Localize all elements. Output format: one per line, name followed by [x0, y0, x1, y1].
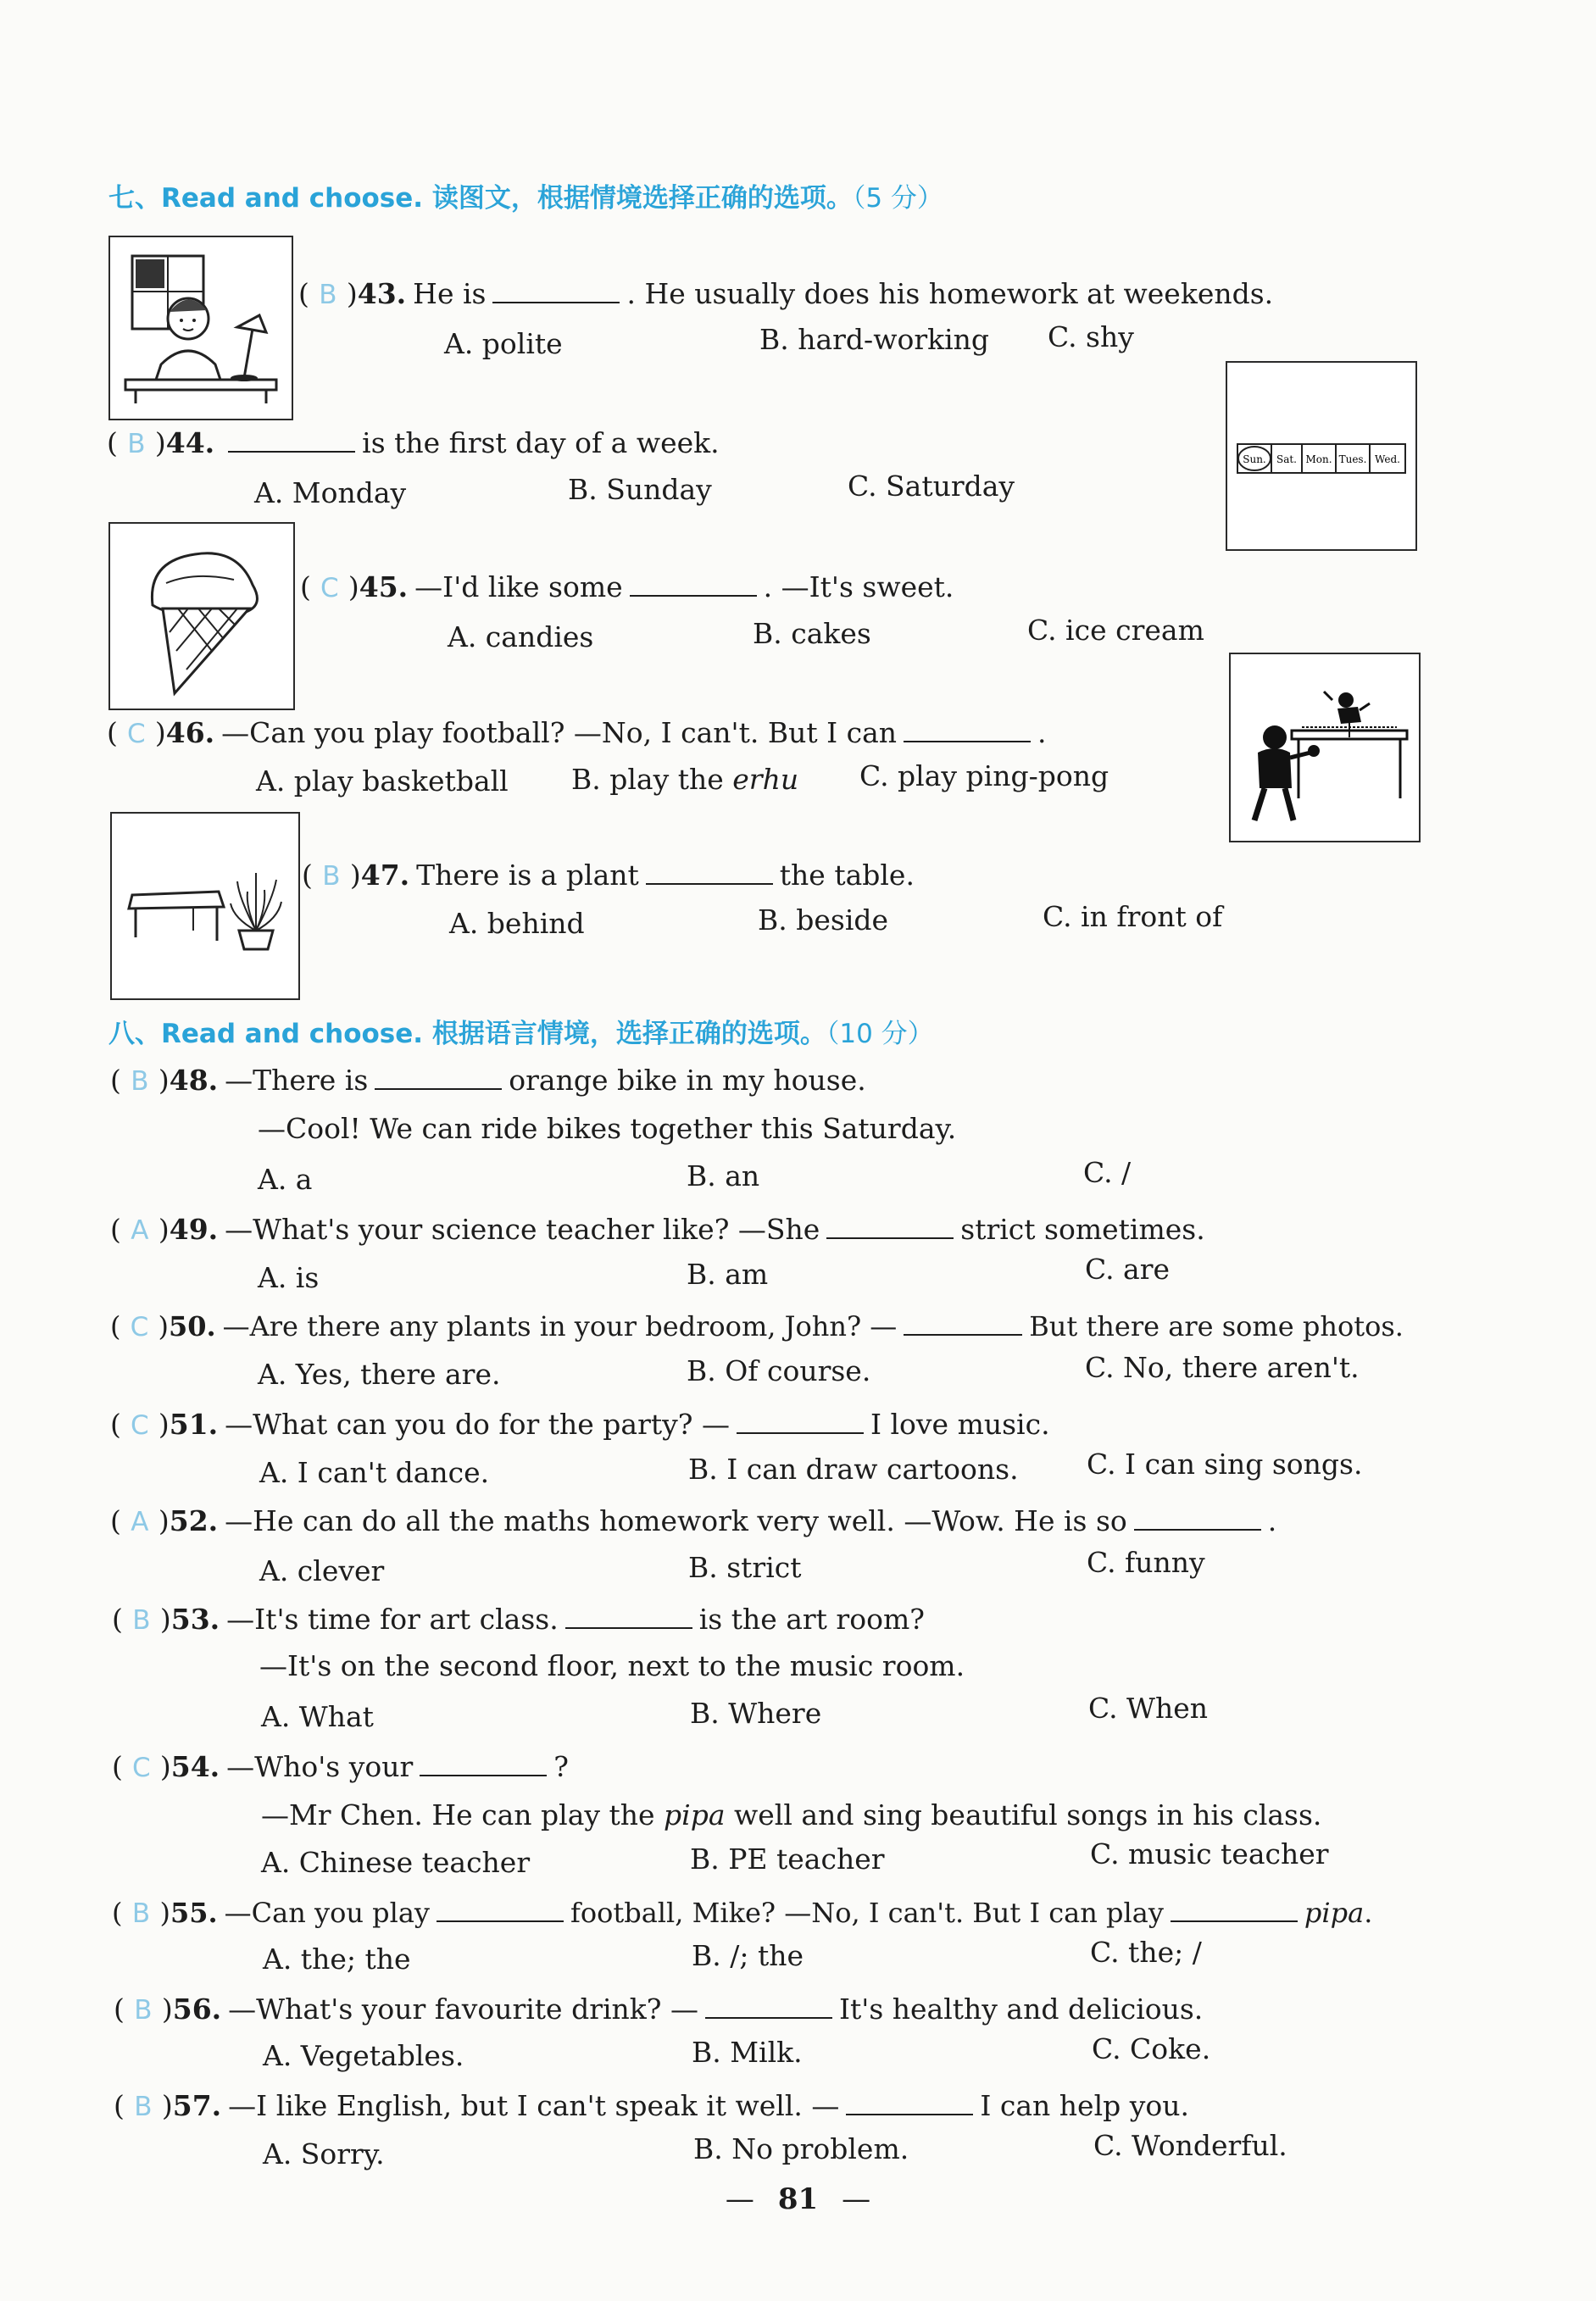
question-text: —What can you do for the party? — [225, 1408, 730, 1441]
calendar-day: Sun. [1243, 453, 1266, 465]
question-text: —It's time for art class. [226, 1603, 559, 1636]
option-47-a: A. behind [449, 907, 585, 940]
question-text: —I like English, but I can't speak it well. — [228, 2089, 840, 2122]
answer-45: C [320, 573, 339, 603]
picture-calendar [1226, 361, 1417, 551]
answer-blank [904, 1309, 1022, 1336]
option-52-a: A. clever [259, 1554, 385, 1587]
question-italic-text: pipa [1304, 1897, 1365, 1929]
option-57-a: A. Sorry. [263, 2137, 385, 2170]
answer-blank [492, 276, 620, 303]
option-49-c: C. are [1085, 1253, 1171, 1286]
option-56-c: C. Coke. [1092, 2032, 1211, 2065]
option-45-c: C. ice cream [1027, 614, 1204, 647]
paren-close: ) [158, 1310, 169, 1342]
answer-blank [705, 1992, 832, 2019]
answer-43: B [319, 280, 337, 310]
question-text: —What's your favourite drink? — [228, 1993, 698, 2026]
paren-close: ) [158, 1504, 170, 1537]
question-text: I love music. [870, 1408, 1050, 1441]
answer-blank [375, 1063, 502, 1090]
answer-47: B [322, 861, 341, 892]
option-47-b: B. beside [758, 903, 889, 937]
paren-open: ( [302, 859, 313, 892]
picture-boy-doing-homework [108, 236, 293, 420]
question-text: —He can do all the maths homework very well. —Wow. He is so [225, 1504, 1127, 1537]
question-text: . He usually does his homework at weekends. [626, 277, 1274, 310]
section-8-title-text: 八、Read and choose. 根据语言情境，选择正确的选项。 [108, 1019, 826, 1049]
question-text: the table. [779, 859, 915, 892]
calendar-day: Sat. [1276, 453, 1298, 465]
paren-open: ( [107, 716, 118, 749]
question-number: 46. [165, 716, 215, 749]
question-text: . [1037, 716, 1047, 749]
question-number: 54. [170, 1750, 220, 1783]
answer-blank [737, 1407, 864, 1434]
section-7-score: （5 分） [852, 183, 943, 214]
question-number: 49. [169, 1213, 219, 1246]
page-dash: — [842, 2182, 871, 2216]
answer-blank [646, 858, 773, 885]
question-text: football, Mike? —No, I can't. But I can play [570, 1897, 1164, 1929]
question-number: 50. [168, 1310, 216, 1342]
option-50-b: B. Of course. [687, 1354, 871, 1387]
answer-blank [565, 1602, 692, 1629]
paren-open: ( [112, 1603, 123, 1636]
question-46 [107, 715, 1047, 751]
answer-46: C [127, 719, 146, 749]
question-text: It's healthy and delicious. [838, 1993, 1204, 2026]
option-44-a: A. Monday [254, 476, 407, 509]
question-number: 45. [359, 570, 409, 603]
question-text: . [1267, 1504, 1277, 1537]
paren-close: ) [154, 716, 166, 749]
question-number: 56. [172, 1993, 222, 2026]
question-text: . [1364, 1897, 1373, 1929]
paren-open: ( [300, 570, 311, 603]
answer-49: A [131, 1215, 149, 1246]
option-48-a: A. a [258, 1163, 313, 1196]
paren-close: ) [159, 1603, 171, 1636]
option-51-b: B. I can draw cartoons. [688, 1453, 1019, 1486]
answer-48: B [131, 1066, 149, 1097]
question-49 [110, 1212, 1205, 1248]
question-text: strict sometimes. [960, 1213, 1205, 1246]
section-8-title [108, 1012, 934, 1050]
paren-open: ( [107, 426, 118, 459]
paren-close: ) [346, 277, 358, 310]
option-48-c: C. / [1083, 1156, 1132, 1189]
option-54-b: B. PE teacher [690, 1842, 885, 1876]
question-text: —Can you play [224, 1897, 430, 1929]
option-46-c: C. play ping-pong [859, 759, 1109, 792]
question-text: is the art room? [698, 1603, 925, 1636]
paren-close: ) [158, 1064, 170, 1097]
paren-close: ) [154, 426, 166, 459]
question-55 [112, 1895, 1372, 1931]
option-55-b: B. /; the [692, 1939, 804, 1972]
option-44-c: C. Saturday [848, 470, 1015, 503]
option-46-a: A. play basketball [256, 764, 509, 798]
question-text: —There is [225, 1064, 369, 1097]
option-53-c: C. When [1088, 1692, 1209, 1725]
question-text: orange bike in my house. [509, 1064, 866, 1097]
page-dash: — [725, 2182, 754, 2216]
answer-blank [420, 1749, 547, 1776]
answer-50: C [130, 1312, 149, 1342]
question-text: ? [553, 1750, 569, 1783]
question-text: I can help you. [980, 2089, 1190, 2122]
option-49-b: B. am [687, 1258, 769, 1291]
calendar-day: Wed. [1375, 453, 1400, 465]
option-51-a: A. I can't dance. [259, 1456, 490, 1489]
question-number: 47. [360, 859, 410, 892]
question-54-line-2 [261, 1798, 1321, 1832]
option-46-b [571, 763, 798, 797]
option-text: B. play the [571, 763, 724, 796]
answer-blank [1134, 1503, 1261, 1531]
option-54-c: C. music teacher [1090, 1837, 1329, 1870]
option-56-a: A. Vegetables. [263, 2039, 464, 2072]
option-47-c: C. in front of [1043, 900, 1223, 933]
option-43-a: A. polite [444, 327, 563, 360]
answer-54: C [132, 1753, 151, 1783]
question-italic-text: pipa [664, 1798, 726, 1831]
answer-blank [1171, 1895, 1298, 1922]
paren-open: ( [110, 1064, 121, 1097]
answer-blank [904, 715, 1031, 742]
calendar-day: Mon. [1305, 453, 1332, 465]
option-45-b: B. cakes [753, 617, 871, 650]
answer-blank [437, 1895, 564, 1922]
picture-ping-pong [1229, 653, 1421, 842]
paren-close: ) [158, 1408, 170, 1441]
question-57 [114, 2088, 1189, 2124]
section-8-score: （10 分） [826, 1019, 934, 1049]
page-number-value: 81 [777, 2182, 819, 2216]
question-48 [110, 1063, 866, 1098]
question-54 [112, 1749, 569, 1785]
question-text: well and sing beautiful songs in his class. [734, 1798, 1322, 1831]
question-text: —Can you play football? —No, I can't. But I can [221, 716, 898, 749]
paren-close: ) [158, 1213, 170, 1246]
section-7-title-text: 七、Read and choose. 读图文，根据情境选择正确的选项。 [108, 183, 853, 214]
option-43-b: B. hard-working [759, 323, 990, 356]
question-number: 57. [172, 2089, 222, 2122]
answer-blank [826, 1212, 954, 1239]
question-text: —What's your science teacher like? —She [225, 1213, 820, 1246]
option-56-b: B. Milk. [692, 2036, 803, 2069]
question-53 [112, 1602, 925, 1637]
question-number: 43. [357, 277, 407, 310]
calendar-day: Tues. [1338, 453, 1367, 465]
question-text: is the first day of a week. [362, 426, 720, 459]
paren-open: ( [110, 1408, 121, 1441]
option-45-a: A. candies [448, 620, 594, 653]
picture-ice-cream [108, 522, 295, 710]
paren-open: ( [110, 1213, 121, 1246]
question-text: —I'd like some [414, 570, 623, 603]
paren-open: ( [112, 1897, 123, 1929]
question-47 [302, 858, 915, 893]
paren-open: ( [114, 2089, 125, 2122]
answer-55: B [131, 1898, 151, 1929]
option-53-b: B. Where [690, 1697, 822, 1730]
option-49-a: A. is [258, 1261, 320, 1294]
paren-close: ) [349, 859, 361, 892]
question-number: 52. [169, 1504, 219, 1537]
option-55-a: A. the; the [263, 1943, 411, 1976]
paren-open: ( [110, 1310, 121, 1342]
option-48-b: B. an [687, 1159, 760, 1192]
question-number: 51. [169, 1408, 219, 1441]
paren-open: ( [110, 1504, 121, 1537]
paren-close: ) [348, 570, 359, 603]
section-7-title [108, 176, 943, 214]
question-number: 48. [169, 1064, 219, 1097]
option-53-a: A. What [261, 1700, 374, 1733]
question-text: There is a plant [416, 859, 639, 892]
paren-close: ) [159, 1897, 170, 1929]
answer-57: B [134, 2092, 153, 2122]
paren-open: ( [114, 1993, 125, 2026]
question-52 [110, 1503, 1276, 1539]
option-57-c: C. Wonderful. [1093, 2129, 1287, 2162]
question-text: —Who's your [226, 1750, 414, 1783]
option-54-a: A. Chinese teacher [261, 1846, 531, 1879]
question-text: —Are there any plants in your bedroom, John? — [222, 1310, 898, 1342]
answer-44: B [127, 429, 146, 459]
option-57-b: B. No problem. [693, 2132, 909, 2165]
option-italic-text: erhu [732, 763, 799, 796]
question-48-line-2: —Cool! We can ride bikes together this Saturday. [258, 1112, 957, 1145]
paren-open: ( [112, 1750, 123, 1783]
answer-51: C [131, 1410, 149, 1441]
question-45 [300, 570, 954, 605]
question-50 [110, 1309, 1404, 1344]
option-55-c: C. the; / [1090, 1936, 1202, 1969]
answer-blank [228, 425, 355, 453]
option-50-c: C. No, there aren't. [1085, 1351, 1360, 1384]
option-51-c: C. I can sing songs. [1087, 1448, 1363, 1481]
answer-blank [630, 570, 757, 597]
paren-close: ) [161, 1993, 173, 2026]
page-number [0, 2182, 1596, 2216]
question-51 [110, 1407, 1050, 1442]
question-number: 55. [170, 1897, 218, 1929]
question-text: . —It's sweet. [763, 570, 954, 603]
paren-close: ) [159, 1750, 171, 1783]
option-52-b: B. strict [688, 1551, 802, 1584]
question-53-line-2: —It's on the second floor, next to the music room. [259, 1649, 965, 1682]
question-text: He is [413, 277, 487, 310]
answer-53: B [132, 1605, 151, 1636]
option-44-b: B. Sunday [568, 473, 712, 506]
question-number: 44. [165, 426, 215, 459]
paren-open: ( [298, 277, 309, 310]
option-52-c: C. funny [1087, 1546, 1205, 1579]
question-43 [298, 276, 1273, 312]
answer-56: B [134, 1995, 153, 2026]
answer-52: A [131, 1507, 149, 1537]
question-number: 53. [170, 1603, 220, 1636]
question-56 [114, 1992, 1203, 2027]
picture-table-and-plant [110, 812, 300, 1000]
question-text: —Mr Chen. He can play the [261, 1798, 655, 1831]
question-44 [107, 425, 720, 461]
answer-blank [846, 2088, 973, 2115]
option-50-a: A. Yes, there are. [258, 1358, 501, 1391]
paren-close: ) [161, 2089, 173, 2122]
question-text: But there are some photos. [1029, 1310, 1404, 1342]
option-43-c: C. shy [1048, 320, 1134, 353]
